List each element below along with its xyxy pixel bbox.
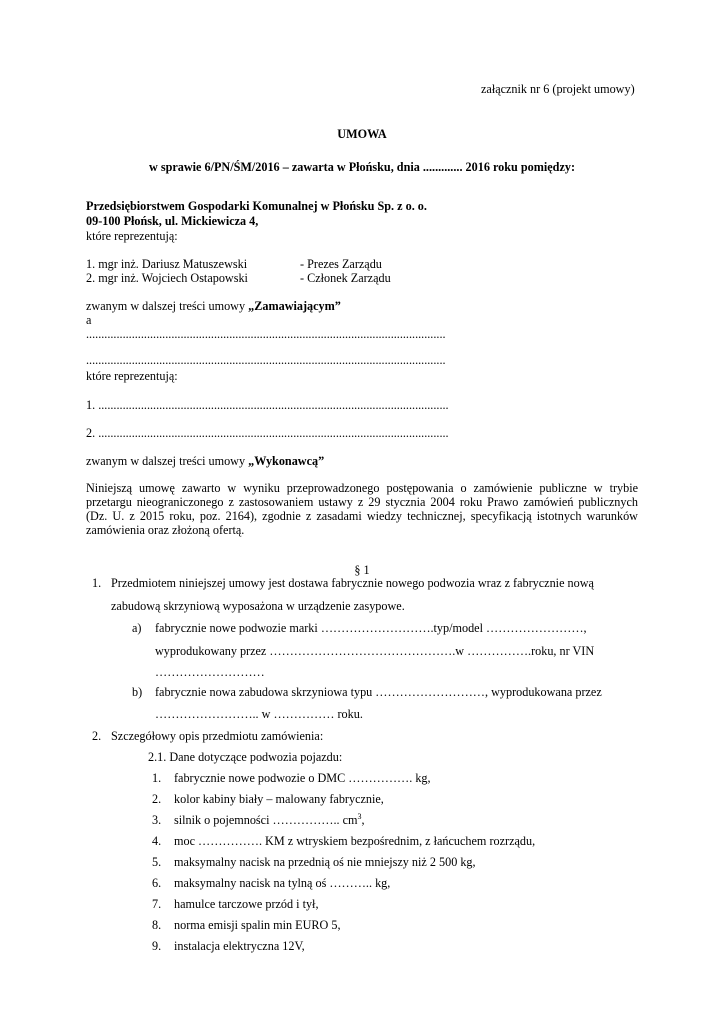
party1-name-line2: 09-100 Płońsk, ul. Mickiewicza 4,: [86, 214, 259, 228]
annex-label: załącznik nr 6 (projekt umowy): [481, 82, 635, 96]
item-number: 2.: [92, 729, 102, 743]
spec-item-number: 8.: [152, 918, 162, 932]
spec-item-text: hamulce tarczowe przód i tył,: [174, 897, 319, 911]
party1-called-as: [86, 299, 341, 314]
conjunction: a: [86, 313, 92, 327]
item-number: 1.: [92, 576, 102, 590]
party1-name-line1: Przedsiębiorstwem Gospodarki Komunalnej w Płońsku Sp. z o. o.: [86, 199, 427, 213]
party2-name-blank-2: ......................................................................................................................: [86, 353, 446, 367]
spec-item-tail: ,: [361, 813, 365, 827]
party2-rep2-blank: 2. ...................................................................................................................: [86, 426, 449, 440]
spec-item-number: 7.: [152, 897, 162, 911]
spec-item-text: instalacja elektryczna 12V,: [174, 939, 305, 953]
superscript: 3: [357, 811, 362, 821]
party1-rep2-role: - Członek Zarządu: [300, 271, 391, 285]
party2-rep1-blank: 1. ...................................................................................................................: [86, 398, 449, 412]
spec-item-number: 2.: [152, 792, 162, 806]
spec-item-text: norma emisji spalin min EURO 5,: [174, 918, 341, 932]
spec-item-number: 9.: [152, 939, 162, 953]
party2-called-as: [86, 454, 324, 469]
subitem-a-line2: wyprodukowany przez ……………………………………….w …………….roku, nr VIN: [155, 644, 595, 658]
subitem-b-line1: fabrycznie nowa zabudowa skrzyniowa typu ………………………, wyprodukowana przez: [155, 685, 602, 699]
section-heading: § 1: [354, 563, 370, 577]
party1-rep1-name: 1. mgr inż. Dariusz Matuszewski: [86, 257, 248, 271]
intro-line-3: (Dz. U. z 2015 roku, poz. 2164), zgodnie z zasadami wiedzy technicznej, specyfikacją istotnych warunków: [86, 509, 638, 523]
party1-rep1-role: - Prezes Zarządu: [300, 257, 382, 271]
intro-line-1: Niniejszą umowę zawarto w wyniku przeprowadzonego postępowania o zamówienie publiczne w trybie: [86, 481, 638, 495]
spec-item-text: maksymalny nacisk na tylną oś ……….. kg,: [174, 876, 391, 890]
subitem-b-line2: …………………….. w …………… roku.: [155, 707, 363, 721]
party1-rep2-name: 2. mgr inż. Wojciech Ostapowski: [86, 271, 248, 285]
document-title: UMOWA: [337, 127, 387, 141]
spec-item-number: 3.: [152, 813, 162, 827]
intro-line-2: przetargu nieograniczonego z zastosowaniem ustawy z 29 stycznia 2004 roku Prawo zamówień publicznych: [86, 495, 638, 509]
party2-represented-by: które reprezentują:: [86, 369, 178, 383]
subitem-a-line3: ………………………: [155, 665, 265, 679]
called-prefix: zwanym w dalszej treści umowy: [86, 454, 249, 468]
spec-item-text: kolor kabiny biały – malowany fabrycznie,: [174, 792, 384, 806]
spec-item-text-wrapper: [174, 813, 365, 828]
paragraph1-line2: zabudową skrzyniową wyposażona w urządzenie zasypowe.: [111, 599, 405, 613]
spec-item-text: moc ……………. KM z wtryskiem bezpośrednim, z łańcuchem rozrządu,: [174, 834, 536, 848]
party2-name-blank-1: ......................................................................................................................: [86, 327, 446, 341]
paragraph2-text: Szczegółowy opis przedmiotu zamówienia:: [111, 729, 324, 743]
spec-item-number: 4.: [152, 834, 162, 848]
called-name: „Wykonawcą”: [248, 454, 325, 468]
subsection-2-1-heading: 2.1. Dane dotyczące podwozia pojazdu:: [148, 750, 343, 764]
called-prefix: zwanym w dalszej treści umowy: [86, 299, 249, 313]
spec-item-number: 6.: [152, 876, 162, 890]
document-subtitle: w sprawie 6/PN/ŚM/2016 – zawarta w Płońsku, dnia ............. 2016 roku pomiędzy:: [148, 160, 575, 174]
paragraph1-line1: Przedmiotem niniejszej umowy jest dostawa fabrycznie nowego podwozia wraz z fabrycznie nową: [111, 576, 594, 590]
intro-line-4: zamówienia oraz złożoną ofertą.: [86, 523, 245, 537]
subitem-a-label: a): [132, 621, 142, 635]
spec-item-number: 5.: [152, 855, 162, 869]
subitem-b-label: b): [132, 685, 143, 699]
party1-represented-by: które reprezentują:: [86, 229, 178, 243]
spec-item-text: silnik o pojemności …………….. cm: [174, 813, 358, 827]
spec-item-text: maksymalny nacisk na przednią oś nie mniejszy niż 2 500 kg,: [174, 855, 476, 869]
spec-item-text: fabrycznie nowe podwozie o DMC ……………. kg,: [174, 771, 431, 785]
called-name: „Zamawiającym”: [248, 299, 341, 313]
subitem-a-line1: fabrycznie nowe podwozie marki ……………………….typ/model ……………………,: [155, 621, 587, 635]
spec-item-number: 1.: [152, 771, 162, 785]
